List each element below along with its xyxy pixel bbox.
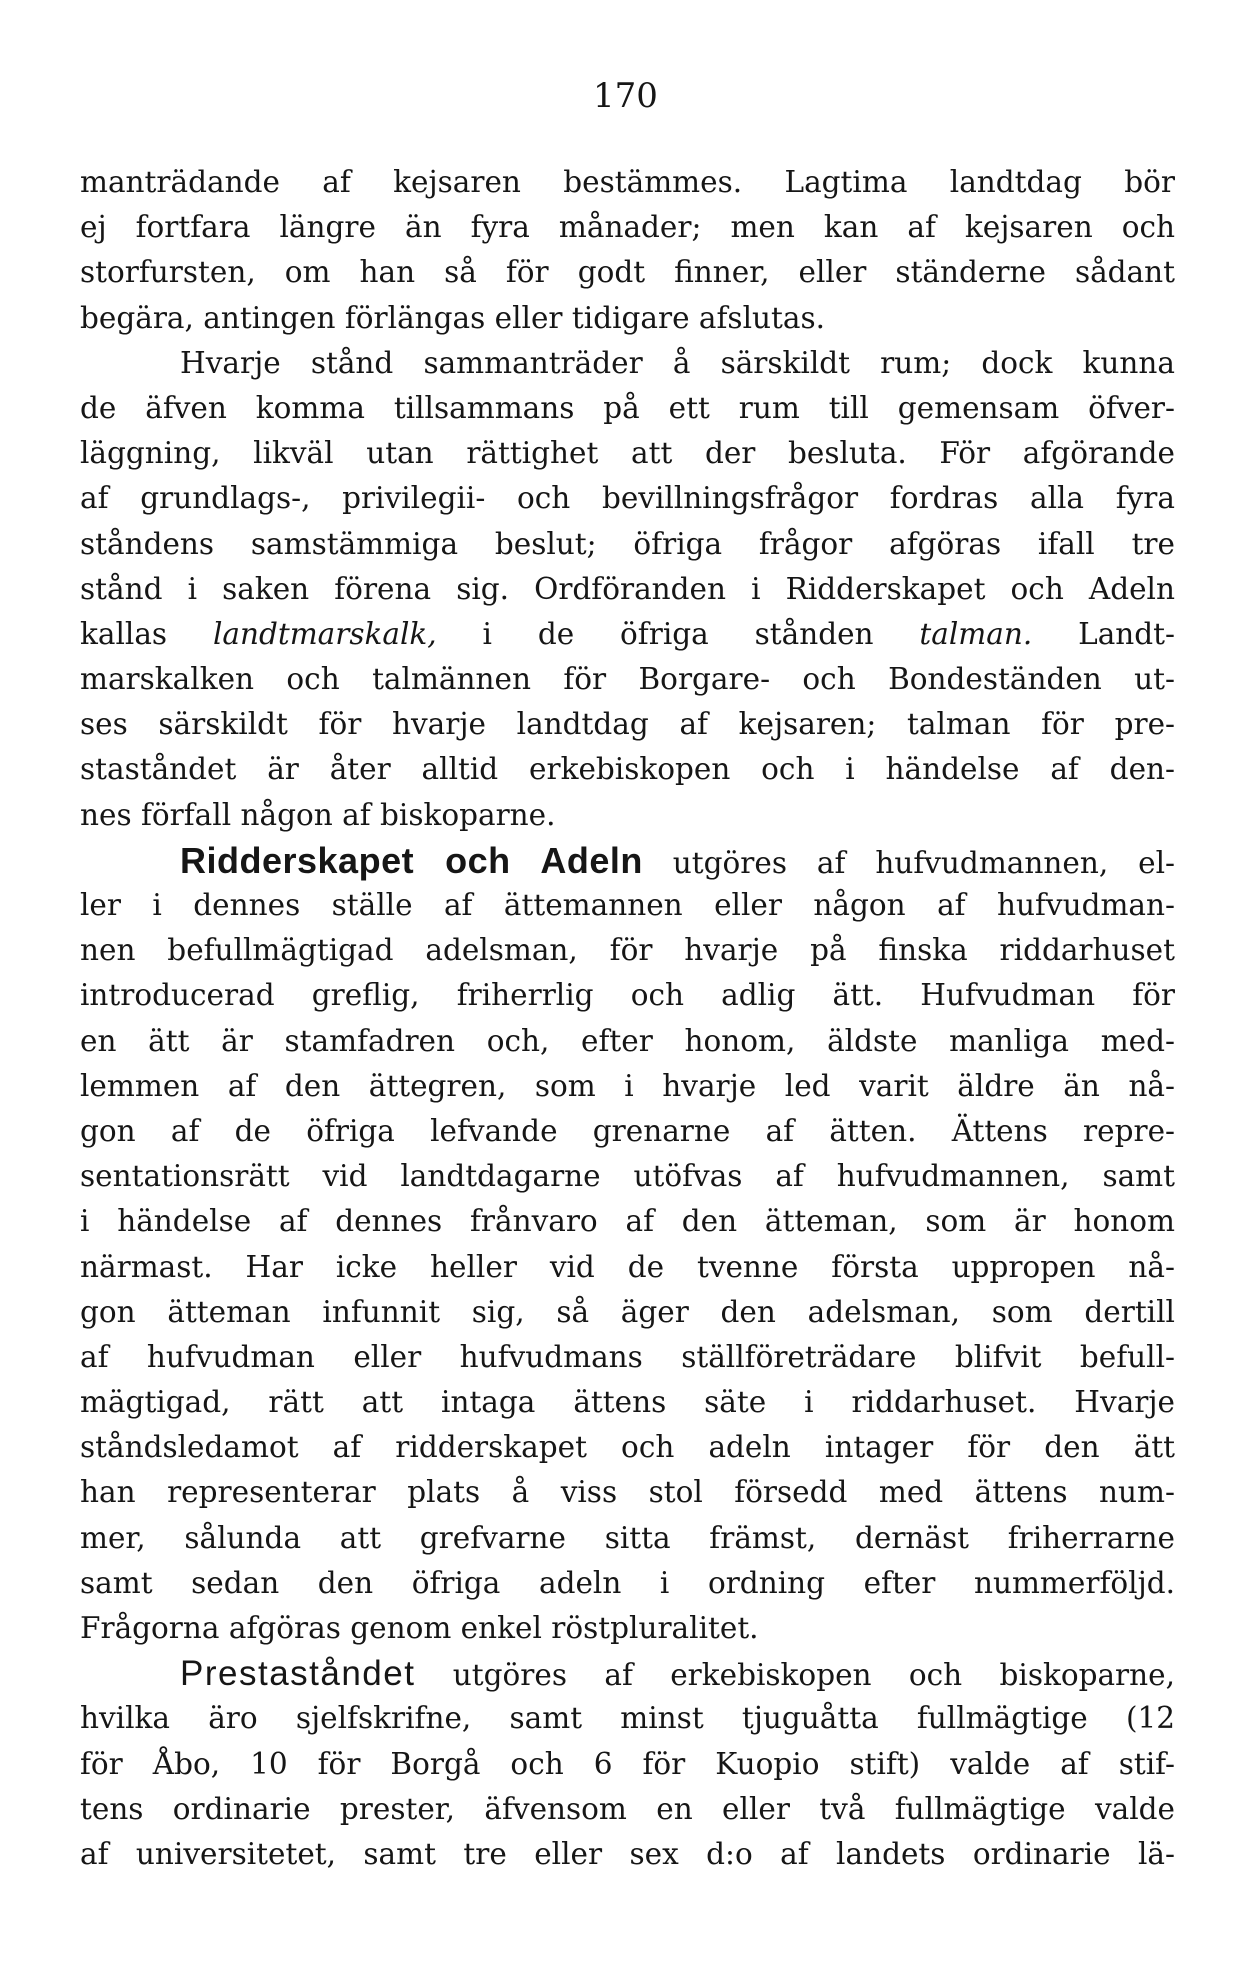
text-run: kallas bbox=[80, 616, 213, 651]
text-line: samt sedan den öfriga adeln i ordning efter nummerföljd. bbox=[80, 1565, 1175, 1600]
text-line: ses särskildt för hvarje landtdag af kejsaren; talman för pre- bbox=[80, 707, 1175, 742]
text-run: utgöres af hufvudmannen, el- bbox=[642, 845, 1175, 880]
text-line bbox=[80, 838, 1175, 883]
text-line: mägtigad, rätt att intaga ättens säte i riddarhuset. Hvarje bbox=[80, 1385, 1175, 1420]
text-line: gon ätteman infunnit sig, så äger den adelsman, som dertill bbox=[80, 1294, 1175, 1329]
text-line: sentationsrätt vid landtdagarne utöfvas af hufvudmannen, samt bbox=[80, 1159, 1175, 1194]
text-line: ler i dennes ställe af ättemannen eller någon af hufvudman- bbox=[80, 888, 1175, 922]
text-line: tens ordinarie prester, äfvensom en eller två fullmägtige valde bbox=[80, 1791, 1175, 1826]
text-line: hvilka äro sjelfskrifne, samt minst tjuguåtta fullmägtige (12 bbox=[80, 1701, 1175, 1736]
text-line: för Åbo, 10 för Borgå och 6 för Kuopio stift) valde af stif- bbox=[80, 1746, 1175, 1781]
text-run: i de öfriga stånden bbox=[436, 616, 920, 651]
text-run: utgöres af erkebiskopen och biskoparne, bbox=[415, 1658, 1175, 1693]
text-line: af hufvudman eller hufvudmans ställföreträdare blifvit befull- bbox=[80, 1339, 1175, 1374]
section-heading-ridderskapet: Ridderskapet och Adeln bbox=[180, 839, 643, 881]
text-line: ståndsledamot af ridderskapet och adeln intager för den ätt bbox=[80, 1430, 1175, 1465]
text-line: begära, antingen förlängas eller tidigare afslutas. bbox=[80, 300, 825, 335]
text-line: närmast. Har icke heller vid de tvenne första uppropen nå- bbox=[80, 1249, 1175, 1284]
text-line: manträdande af kejsaren bestämmes. Lagtima landtdag bör bbox=[80, 165, 1175, 199]
text-line: af grundlags-, privilegii- och bevillningsfrågor fordras alla fyra bbox=[80, 481, 1175, 516]
text-line bbox=[80, 1651, 1175, 1696]
text-line: lemmen af den ättegren, som i hvarje led varit äldre än nå- bbox=[80, 1068, 1175, 1103]
text-line: en ätt är stamfadren och, efter honom, äldste manliga med- bbox=[80, 1023, 1175, 1058]
text-line: mer, sålunda att grefvarne sitta främst, dernäst friherrarne bbox=[80, 1520, 1175, 1555]
text-line: ståndens samstämmiga beslut; öfriga frågor afgöras ifall tre bbox=[80, 526, 1175, 561]
text-line: i händelse af dennes frånvaro af den ätteman, som är honom bbox=[80, 1204, 1175, 1239]
text-line: de äfven komma tillsammans på ett rum till gemensam öfver- bbox=[80, 390, 1175, 425]
text-line: nes förfall någon af biskoparne. bbox=[80, 797, 556, 832]
text-line: af universitetet, samt tre eller sex d:o af landets ordinarie lä- bbox=[80, 1836, 1175, 1871]
text-line: stånd i saken förena sig. Ordföranden i Ridderskapet och Adeln bbox=[80, 571, 1175, 606]
italic-term-landtmarskalk: landtmarskalk, bbox=[212, 616, 437, 651]
text-line: läggning, likväl utan rättighet att der besluta. För afgörande bbox=[80, 436, 1175, 471]
text-line: staståndet är åter alltid erkebiskopen och i händelse af den- bbox=[80, 752, 1175, 787]
text-run: Landt- bbox=[1032, 616, 1175, 651]
text-line: storfursten, om han så för godt finner, eller ständerne sådant bbox=[80, 255, 1175, 290]
italic-term-talman: talman. bbox=[919, 616, 1033, 651]
text-line: Hvarje stånd sammanträder å särskildt rum; dock kunna bbox=[180, 345, 1175, 380]
text-line: gon af de öfriga lefvande grenarne af ätten. Ättens repre- bbox=[80, 1113, 1175, 1148]
section-heading-prestastandet: Prestaståndet bbox=[180, 1654, 416, 1694]
text-line: marskalken och talmännen för Borgare- och Bondeständen ut- bbox=[80, 662, 1175, 697]
text-line: introducerad greflig, friherrlig och adlig ätt. Hufvudman för bbox=[80, 978, 1175, 1013]
body-text bbox=[80, 160, 1175, 1877]
page-number: 170 bbox=[593, 76, 658, 116]
text-line: Frågorna afgöras genom enkel röstpluralitet. bbox=[80, 1611, 759, 1645]
text-line: han representerar plats å viss stol försedd med ättens num- bbox=[80, 1475, 1175, 1510]
text-line: nen befullmägtigad adelsman, för hvarje på finska riddarhuset bbox=[80, 933, 1175, 968]
text-line bbox=[80, 612, 1175, 657]
text-line: ej fortfara längre än fyra månader; men kan af kejsaren och bbox=[80, 210, 1175, 245]
